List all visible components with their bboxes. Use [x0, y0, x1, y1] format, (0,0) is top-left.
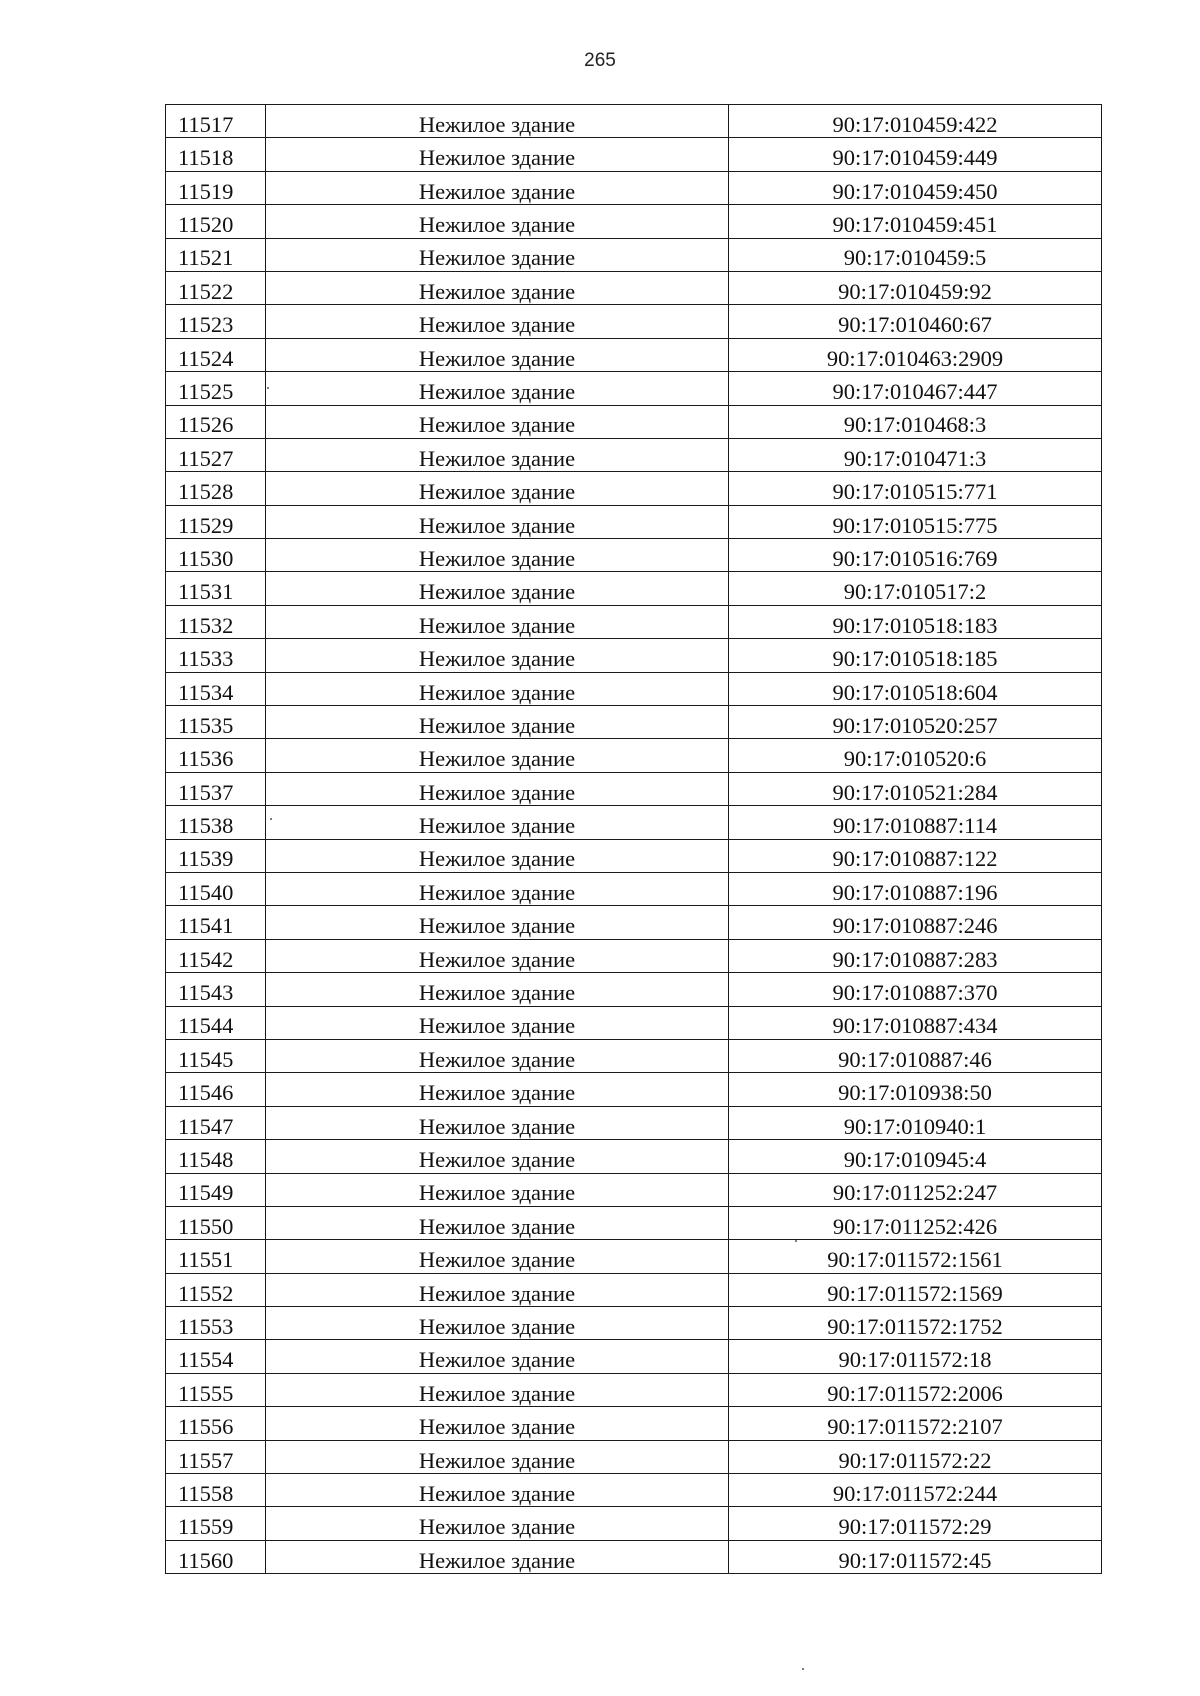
row-number-cell: 11560	[166, 1540, 266, 1573]
row-number-cell: 11532	[166, 605, 266, 638]
table-row	[166, 1240, 1102, 1273]
cadastral-number-cell: 90:17:010887:46	[729, 1039, 1102, 1072]
cadastral-number-cell: 90:17:011572:2107	[729, 1407, 1102, 1440]
table-row	[166, 639, 1102, 672]
cadastral-number-cell: 90:17:010459:449	[729, 138, 1102, 171]
cadastral-number-cell: 90:17:010516:769	[729, 539, 1102, 572]
cadastral-number-cell: 90:17:010521:284	[729, 772, 1102, 805]
row-number-cell: 11550	[166, 1206, 266, 1239]
cadastral-number-cell: 90:17:011572:29	[729, 1507, 1102, 1540]
object-type-cell: Нежилое здание	[266, 1106, 729, 1139]
object-type-cell: Нежилое здание	[266, 939, 729, 972]
cadastral-number-cell: 90:17:010459:450	[729, 171, 1102, 204]
row-number-cell: 11519	[166, 171, 266, 204]
row-number-cell: 11536	[166, 739, 266, 772]
table-row	[166, 1307, 1102, 1340]
row-number-cell: 11535	[166, 706, 266, 739]
row-number-cell: 11537	[166, 772, 266, 805]
row-number-cell: 11524	[166, 338, 266, 371]
cadastral-number-cell: 90:17:010468:3	[729, 405, 1102, 438]
table-row	[166, 205, 1102, 238]
object-type-cell: Нежилое здание	[266, 672, 729, 705]
row-number-cell: 11559	[166, 1507, 266, 1540]
row-number-cell: 11531	[166, 572, 266, 605]
object-type-cell: Нежилое здание	[266, 605, 729, 638]
cadastral-number-cell: 90:17:010887:246	[729, 906, 1102, 939]
object-type-cell: Нежилое здание	[266, 1273, 729, 1306]
cadastral-number-cell: 90:17:010518:185	[729, 639, 1102, 672]
cadastral-number-cell: 90:17:011252:426	[729, 1206, 1102, 1239]
table-row	[166, 939, 1102, 972]
row-number-cell: 11558	[166, 1474, 266, 1507]
table-row	[166, 706, 1102, 739]
cadastral-number-cell: 90:17:011252:247	[729, 1173, 1102, 1206]
row-number-cell: 11557	[166, 1440, 266, 1473]
cadastral-number-cell: 90:17:011572:244	[729, 1474, 1102, 1507]
object-type-cell: Нежилое здание	[266, 1006, 729, 1039]
table-row	[166, 1206, 1102, 1239]
table-row	[166, 1474, 1102, 1507]
object-type-cell: Нежилое здание	[266, 1073, 729, 1106]
row-number-cell: 11521	[166, 238, 266, 271]
cadastral-number-cell: 90:17:010945:4	[729, 1140, 1102, 1173]
row-number-cell: 11520	[166, 205, 266, 238]
cadastral-number-cell: 90:17:011572:1569	[729, 1273, 1102, 1306]
object-type-cell: Нежилое здание	[266, 1240, 729, 1273]
row-number-cell: 11552	[166, 1273, 266, 1306]
cadastral-number-cell: 90:17:010887:114	[729, 806, 1102, 839]
object-type-cell: Нежилое здание	[266, 205, 729, 238]
table-row	[166, 505, 1102, 538]
row-number-cell: 11540	[166, 872, 266, 905]
table-row	[166, 872, 1102, 905]
row-number-cell: 11534	[166, 672, 266, 705]
object-type-cell: Нежилое здание	[266, 372, 729, 405]
table-row	[166, 1340, 1102, 1373]
table-row	[166, 739, 1102, 772]
scan-speck	[795, 1240, 797, 1242]
object-type-cell: Нежилое здание	[266, 973, 729, 1006]
row-number-cell: 11544	[166, 1006, 266, 1039]
object-type-cell: Нежилое здание	[266, 539, 729, 572]
cadastral-number-cell: 90:17:010887:434	[729, 1006, 1102, 1039]
object-type-cell: Нежилое здание	[266, 1440, 729, 1473]
row-number-cell: 11525	[166, 372, 266, 405]
table-row	[166, 405, 1102, 438]
table-row	[166, 1173, 1102, 1206]
object-type-cell: Нежилое здание	[266, 171, 729, 204]
table-row	[166, 472, 1102, 505]
scan-speck	[270, 818, 272, 820]
row-number-cell: 11556	[166, 1407, 266, 1440]
cadastral-number-cell: 90:17:010518:604	[729, 672, 1102, 705]
table-row	[166, 1106, 1102, 1139]
page-number: 265	[584, 50, 616, 71]
object-type-cell: Нежилое здание	[266, 906, 729, 939]
object-type-cell: Нежилое здание	[266, 1173, 729, 1206]
object-type-cell: Нежилое здание	[266, 405, 729, 438]
cadastral-number-cell: 90:17:010459:92	[729, 271, 1102, 304]
row-number-cell: 11543	[166, 973, 266, 1006]
table-row	[166, 1273, 1102, 1306]
table-row	[166, 806, 1102, 839]
table-row	[166, 171, 1102, 204]
cadastral-number-cell: 90:17:010940:1	[729, 1106, 1102, 1139]
table-row	[166, 973, 1102, 1006]
object-type-cell: Нежилое здание	[266, 706, 729, 739]
row-number-cell: 11541	[166, 906, 266, 939]
row-number-cell: 11554	[166, 1340, 266, 1373]
cadastral-number-cell: 90:17:010471:3	[729, 438, 1102, 471]
cadastral-number-cell: 90:17:010467:447	[729, 372, 1102, 405]
table-row	[166, 572, 1102, 605]
object-type-cell: Нежилое здание	[266, 1206, 729, 1239]
cadastral-number-cell: 90:17:010460:67	[729, 305, 1102, 338]
scan-speck	[267, 387, 269, 389]
object-type-cell: Нежилое здание	[266, 572, 729, 605]
object-type-cell: Нежилое здание	[266, 1307, 729, 1340]
cadastral-number-cell: 90:17:010887:196	[729, 872, 1102, 905]
registry-table-body	[166, 105, 1102, 1574]
object-type-cell: Нежилое здание	[266, 1340, 729, 1373]
table-row	[166, 906, 1102, 939]
object-type-cell: Нежилое здание	[266, 1540, 729, 1573]
row-number-cell: 11527	[166, 438, 266, 471]
table-row	[166, 138, 1102, 171]
table-row	[166, 105, 1102, 138]
table-row	[166, 1407, 1102, 1440]
object-type-cell: Нежилое здание	[266, 739, 729, 772]
object-type-cell: Нежилое здание	[266, 271, 729, 304]
row-number-cell: 11523	[166, 305, 266, 338]
cadastral-number-cell: 90:17:010459:451	[729, 205, 1102, 238]
cadastral-number-cell: 90:17:010520:6	[729, 739, 1102, 772]
cadastral-number-cell: 90:17:010520:257	[729, 706, 1102, 739]
table-row	[166, 1073, 1102, 1106]
cadastral-number-cell: 90:17:010515:775	[729, 505, 1102, 538]
object-type-cell: Нежилое здание	[266, 305, 729, 338]
row-number-cell: 11548	[166, 1140, 266, 1173]
cadastral-number-cell: 90:17:010459:5	[729, 238, 1102, 271]
cadastral-number-cell: 90:17:011572:1561	[729, 1240, 1102, 1273]
table-row	[166, 1440, 1102, 1473]
cadastral-number-cell: 90:17:010518:183	[729, 605, 1102, 638]
object-type-cell: Нежилое здание	[266, 505, 729, 538]
object-type-cell: Нежилое здание	[266, 839, 729, 872]
row-number-cell: 11546	[166, 1073, 266, 1106]
table-row	[166, 772, 1102, 805]
object-type-cell: Нежилое здание	[266, 105, 729, 138]
cadastral-number-cell: 90:17:010463:2909	[729, 338, 1102, 371]
table-row	[166, 238, 1102, 271]
table-row	[166, 839, 1102, 872]
object-type-cell: Нежилое здание	[266, 806, 729, 839]
table-row	[166, 338, 1102, 371]
table-row	[166, 1006, 1102, 1039]
table-row	[166, 438, 1102, 471]
table-row	[166, 1373, 1102, 1406]
row-number-cell: 11529	[166, 505, 266, 538]
table-row	[166, 305, 1102, 338]
object-type-cell: Нежилое здание	[266, 1507, 729, 1540]
table-row	[166, 1140, 1102, 1173]
table-row	[166, 539, 1102, 572]
cadastral-number-cell: 90:17:010887:122	[729, 839, 1102, 872]
object-type-cell: Нежилое здание	[266, 438, 729, 471]
cadastral-number-cell: 90:17:011572:18	[729, 1340, 1102, 1373]
scan-speck	[802, 1668, 804, 1670]
object-type-cell: Нежилое здание	[266, 1373, 729, 1406]
table-row	[166, 271, 1102, 304]
row-number-cell: 11547	[166, 1106, 266, 1139]
cadastral-number-cell: 90:17:010887:370	[729, 973, 1102, 1006]
object-type-cell: Нежилое здание	[266, 1474, 729, 1507]
table-row	[166, 1039, 1102, 1072]
cadastral-number-cell: 90:17:011572:22	[729, 1440, 1102, 1473]
row-number-cell: 11538	[166, 806, 266, 839]
row-number-cell: 11551	[166, 1240, 266, 1273]
cadastral-number-cell: 90:17:011572:45	[729, 1540, 1102, 1573]
cadastral-number-cell: 90:17:010517:2	[729, 572, 1102, 605]
row-number-cell: 11530	[166, 539, 266, 572]
table-row	[166, 1540, 1102, 1573]
object-type-cell: Нежилое здание	[266, 772, 729, 805]
object-type-cell: Нежилое здание	[266, 472, 729, 505]
row-number-cell: 11528	[166, 472, 266, 505]
object-type-cell: Нежилое здание	[266, 338, 729, 371]
object-type-cell: Нежилое здание	[266, 1039, 729, 1072]
row-number-cell: 11533	[166, 639, 266, 672]
object-type-cell: Нежилое здание	[266, 1140, 729, 1173]
object-type-cell: Нежилое здание	[266, 872, 729, 905]
object-type-cell: Нежилое здание	[266, 1407, 729, 1440]
table-row	[166, 372, 1102, 405]
cadastral-number-cell: 90:17:010459:422	[729, 105, 1102, 138]
row-number-cell: 11549	[166, 1173, 266, 1206]
object-type-cell: Нежилое здание	[266, 238, 729, 271]
cadastral-number-cell: 90:17:010887:283	[729, 939, 1102, 972]
row-number-cell: 11542	[166, 939, 266, 972]
object-type-cell: Нежилое здание	[266, 639, 729, 672]
cadastral-number-cell: 90:17:011572:2006	[729, 1373, 1102, 1406]
cadastral-number-cell: 90:17:010515:771	[729, 472, 1102, 505]
row-number-cell: 11526	[166, 405, 266, 438]
object-type-cell: Нежилое здание	[266, 138, 729, 171]
row-number-cell: 11517	[166, 105, 266, 138]
table-row	[166, 672, 1102, 705]
row-number-cell: 11555	[166, 1373, 266, 1406]
row-number-cell: 11545	[166, 1039, 266, 1072]
table-row	[166, 1507, 1102, 1540]
row-number-cell: 11518	[166, 138, 266, 171]
registry-table	[165, 104, 1102, 1574]
row-number-cell: 11522	[166, 271, 266, 304]
table-row	[166, 605, 1102, 638]
cadastral-number-cell: 90:17:011572:1752	[729, 1307, 1102, 1340]
row-number-cell: 11539	[166, 839, 266, 872]
cadastral-number-cell: 90:17:010938:50	[729, 1073, 1102, 1106]
row-number-cell: 11553	[166, 1307, 266, 1340]
